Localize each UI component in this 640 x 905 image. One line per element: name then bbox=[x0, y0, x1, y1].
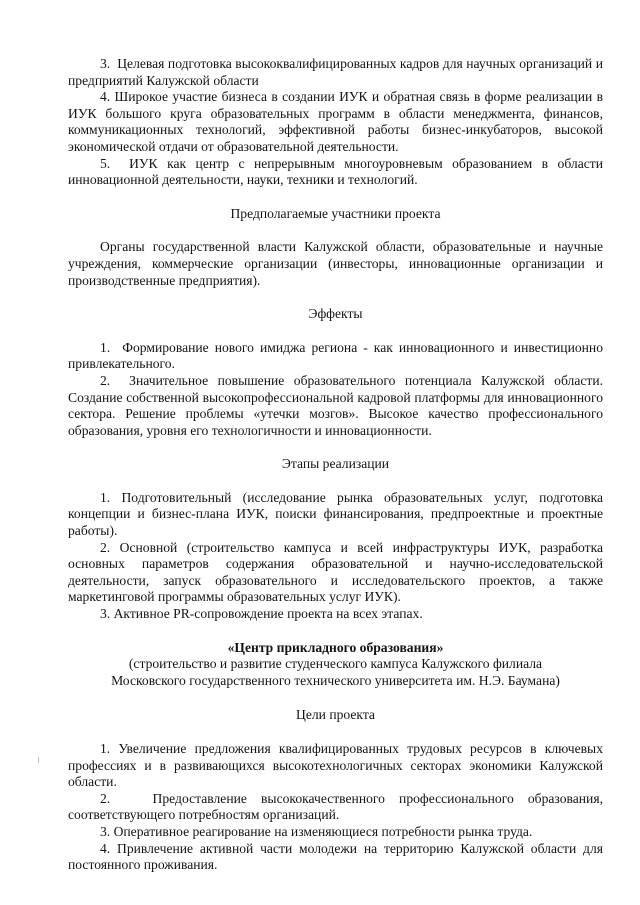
stage-item-2: 2. Основной (строительство кампуса и всей инфраструктуры ИУК, разработка основных параметров содержания образовательной и научно-исследовательской деятельности, запуск образовательного и исследовательского проектов, а также маркетинговой программы образовательных услуг ИУК). bbox=[68, 539, 603, 605]
effect-item-2: 2. Значительное повышение образовательного потенциала Калужской области. Создание собственной высокопрофессиональной кадровой платформы для инновационного сектора. Решение проблемы «утечки мозгов». Высокое качество профессионального образования, уровня его технологичности и инновационности. bbox=[68, 372, 603, 438]
stage-item-1: 1. Подготовительный (исследование рынка образовательных услуг, подготовка концепции и бизнес-плана ИУК, поиски финансирования, предпроектные и проектные работы). bbox=[68, 489, 603, 539]
project-subtitle-line-1: (строительство и развитие студенческого кампуса Калужского филиала bbox=[128, 656, 543, 672]
participants-text: Органы государственной власти Калужской области, образовательные и научные учреждения, коммерческие организации (инвесторы, инновационные организации и производственные предприятия). bbox=[68, 239, 603, 288]
participants-heading: Предполагаемые участники проекта bbox=[230, 205, 441, 221]
effect-item-1: 1. Формирование нового имиджа региона - как инновационного и инвестиционно привлекательного. bbox=[68, 339, 603, 372]
effects-heading: Эффекты bbox=[308, 306, 363, 322]
document-page bbox=[68, 56, 603, 874]
project-goals-heading: Цели проекта bbox=[296, 707, 375, 723]
goal-item-4: 4. Широкое участие бизнеса в создании ИУК и обратная связь в форме реализации в ИУК большого круга образовательных программ в области менеджмента, финансов, коммуникационных технологий, эффективной работы бизнес-инкубаторов, высокой экономической отдачи от образовательной деятельности. bbox=[68, 89, 603, 154]
project-title: «Центр прикладного образования» bbox=[227, 639, 444, 655]
project-goal-item-1: 1. Увеличение предложения квалифицированных трудовых ресурсов в ключевых профессиях и в развивающихся высокотехнологичных секторах экономики Калужской области. bbox=[68, 741, 603, 790]
stages-heading: Этапы реализации bbox=[281, 456, 390, 472]
stage-item-3: 3. Активное PR-сопровождение проекта на всех этапах. bbox=[100, 606, 423, 622]
project-goal-item-2: 2. Предоставление высококачественного профессионального образования, соответствующего потребностям организаций. bbox=[68, 790, 603, 823]
margin-mark bbox=[38, 757, 39, 763]
project-subtitle-line-2: Московского государственного технического университета им. Н.Э. Баумана) bbox=[111, 672, 560, 688]
goal-item-5: 5. ИУК как центр с непрерывным многоуровневым образованием в области инновационной деятельности, науки, техники и технологий. bbox=[68, 155, 603, 188]
project-goal-item-4: 4. Привлечение активной части молодежи на территорию Калужской области для постоянного проживания. bbox=[68, 840, 603, 873]
goal-item-3: 3. Целевая подготовка высококвалифицированных кадров для научных организаций и предприятий Калужской области bbox=[68, 56, 603, 88]
project-goal-item-3: 3. Оперативное реагирование на изменяющиеся потребности рынка труда. bbox=[100, 823, 533, 839]
